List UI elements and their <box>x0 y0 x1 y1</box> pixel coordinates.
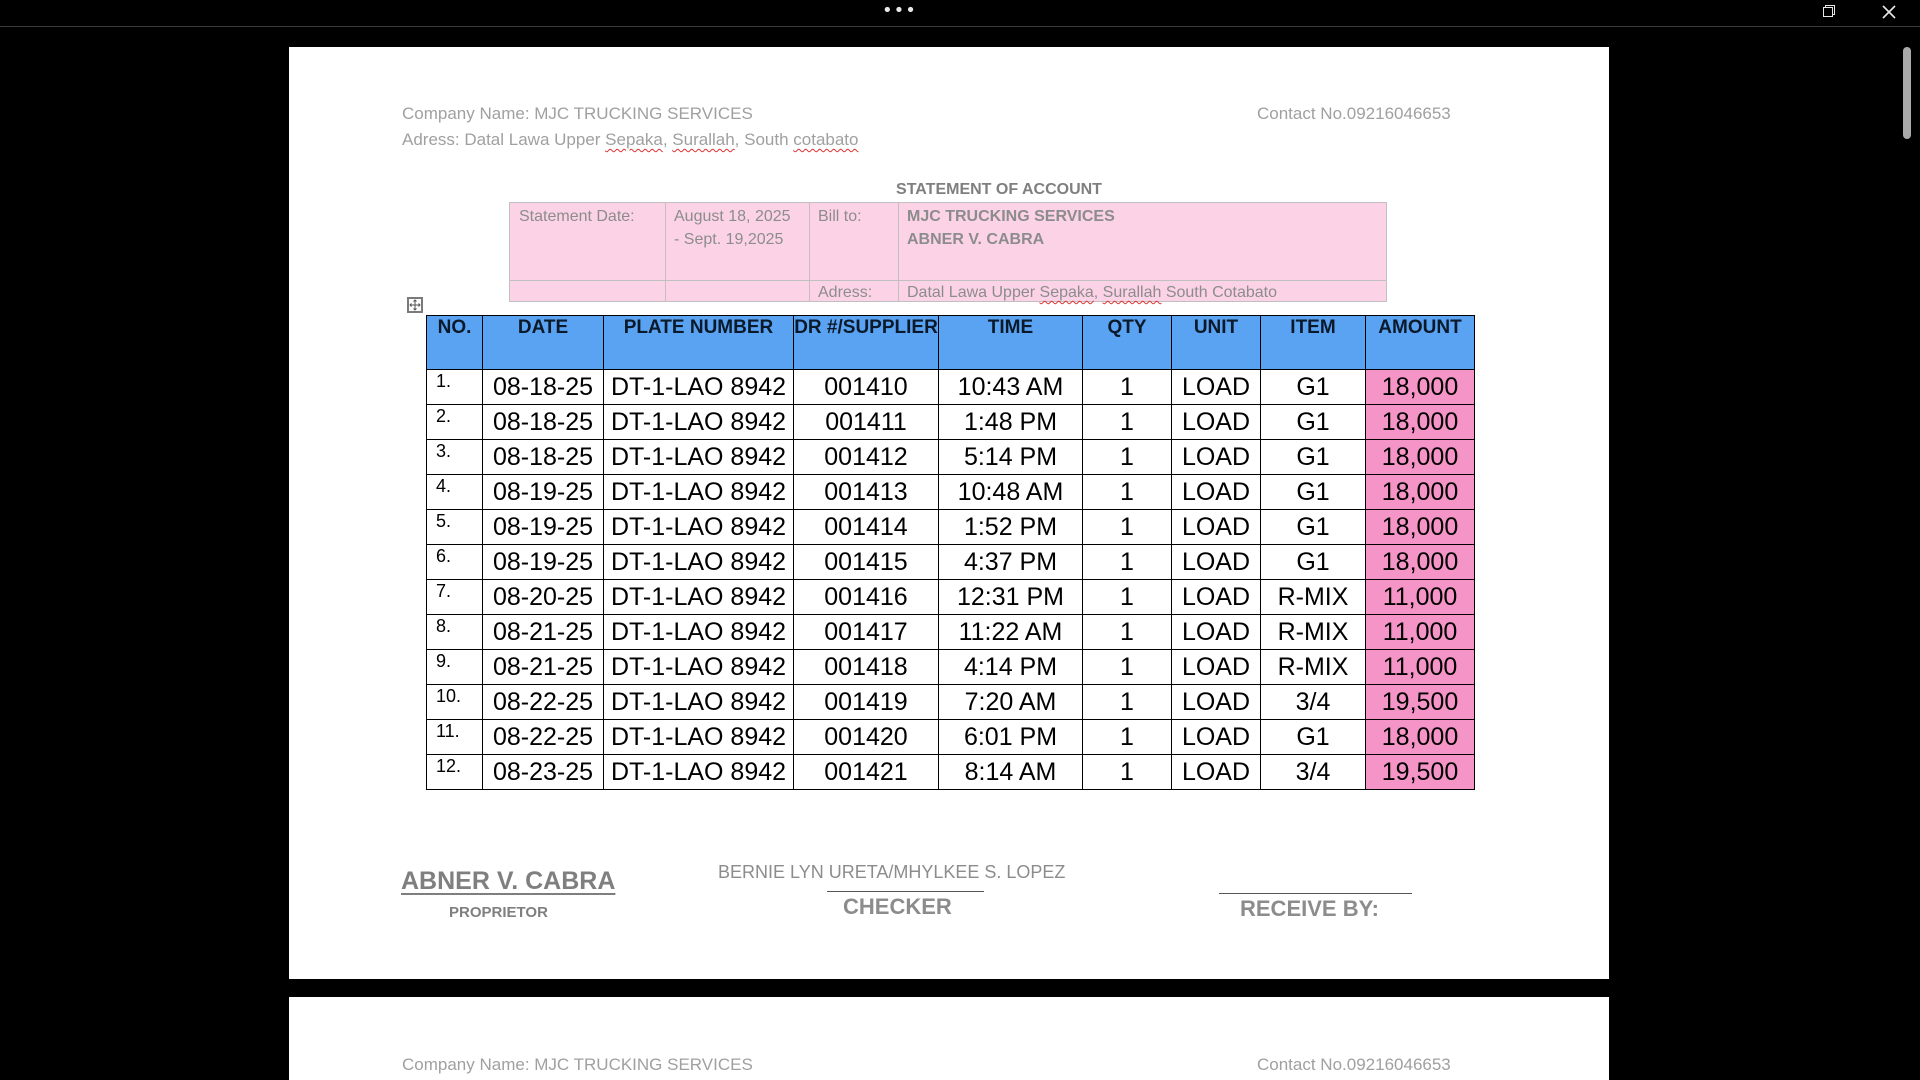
cell-time: 7:20 AM <box>939 685 1083 720</box>
col-header-plate-number: PLATE NUMBER <box>604 316 794 370</box>
cell-date: 08-22-25 <box>483 685 604 720</box>
cell-dr-number: 001420 <box>794 720 939 755</box>
cell-plate-number: DT-1-LAO 8942 <box>604 755 794 790</box>
cell-no: 6. <box>427 545 483 580</box>
cell-plate-number: DT-1-LAO 8942 <box>604 650 794 685</box>
cell-item: R-MIX <box>1261 615 1366 650</box>
cell-plate-number: DT-1-LAO 8942 <box>604 510 794 545</box>
cell-unit: LOAD <box>1172 580 1261 615</box>
cell-plate-number: DT-1-LAO 8942 <box>604 580 794 615</box>
table-row <box>427 720 1475 755</box>
cell-amount: 18,000 <box>1366 510 1475 545</box>
table-row <box>427 650 1475 685</box>
statement-table <box>426 315 1475 790</box>
bill-address-label: Adress: <box>818 284 873 301</box>
cell-no: 7. <box>427 580 483 615</box>
cell-qty: 1 <box>1083 650 1172 685</box>
cell-qty: 1 <box>1083 615 1172 650</box>
company-address: Adress: Datal Lawa Upper Sepaka, Surallah, South cotabato <box>402 130 859 149</box>
table-row <box>427 510 1475 545</box>
cell-date: 08-21-25 <box>483 650 604 685</box>
cell-no: 4. <box>427 475 483 510</box>
receiver-signature-line <box>1219 893 1412 894</box>
cell-amount: 18,000 <box>1366 475 1475 510</box>
statement-date-end: - Sept. 19,2025 <box>674 231 784 248</box>
cell-date: 08-18-25 <box>483 440 604 475</box>
cell-date: 08-21-25 <box>483 615 604 650</box>
cell-qty: 1 <box>1083 720 1172 755</box>
page2-company-name: Company Name: MJC TRUCKING SERVICES <box>402 1055 753 1074</box>
cell-time: 12:31 PM <box>939 580 1083 615</box>
cell-qty: 1 <box>1083 475 1172 510</box>
cell-unit: LOAD <box>1172 615 1261 650</box>
scrollbar-thumb[interactable] <box>1903 47 1911 139</box>
cell-unit: LOAD <box>1172 405 1261 440</box>
cell-amount: 19,500 <box>1366 685 1475 720</box>
cell-plate-number: DT-1-LAO 8942 <box>604 440 794 475</box>
cell-dr-number: 001412 <box>794 440 939 475</box>
document-page-1 <box>289 47 1609 979</box>
bill-info-box <box>509 202 1387 302</box>
cell-dr-number: 001416 <box>794 580 939 615</box>
cell-date: 08-18-25 <box>483 370 604 405</box>
cell-item: R-MIX <box>1261 580 1366 615</box>
cell-qty: 1 <box>1083 580 1172 615</box>
table-row <box>427 370 1475 405</box>
cell-time: 4:37 PM <box>939 545 1083 580</box>
cell-unit: LOAD <box>1172 755 1261 790</box>
cell-qty: 1 <box>1083 440 1172 475</box>
table-row <box>427 405 1475 440</box>
bill-address-value: Datal Lawa Upper Sepaka, Surallah South Cotabato <box>907 284 1278 301</box>
cell-unit: LOAD <box>1172 440 1261 475</box>
proprietor-role: PROPRIETOR <box>449 904 548 921</box>
cell-dr-number: 001418 <box>794 650 939 685</box>
cell-item: G1 <box>1261 475 1366 510</box>
cell-time: 10:48 AM <box>939 475 1083 510</box>
cell-time: 8:14 AM <box>939 755 1083 790</box>
col-header-amount: AMOUNT <box>1366 316 1475 370</box>
cell-qty: 1 <box>1083 510 1172 545</box>
cell-item: 3/4 <box>1261 755 1366 790</box>
cell-time: 10:43 AM <box>939 370 1083 405</box>
cell-no: 10. <box>427 685 483 720</box>
statement-date-label: Statement Date: <box>519 208 635 225</box>
page2-contact-number: Contact No.09216046653 <box>1257 1055 1451 1074</box>
statement-title: STATEMENT OF ACCOUNT <box>896 181 1102 198</box>
col-header-time: TIME <box>939 316 1083 370</box>
cell-unit: LOAD <box>1172 475 1261 510</box>
cell-item: G1 <box>1261 510 1366 545</box>
cell-unit: LOAD <box>1172 685 1261 720</box>
cell-date: 08-19-25 <box>483 475 604 510</box>
table-row <box>427 545 1475 580</box>
cell-date: 08-23-25 <box>483 755 604 790</box>
col-header-item: ITEM <box>1261 316 1366 370</box>
table-row <box>427 580 1475 615</box>
cell-unit: LOAD <box>1172 370 1261 405</box>
cell-dr-number: 001421 <box>794 755 939 790</box>
cell-item: G1 <box>1261 545 1366 580</box>
col-header-dr-supplier: DR #/SUPPLIER <box>794 316 939 370</box>
cell-time: 1:48 PM <box>939 405 1083 440</box>
cell-qty: 1 <box>1083 755 1172 790</box>
cell-no: 8. <box>427 615 483 650</box>
statement-date-start: August 18, 2025 <box>674 208 791 225</box>
cell-date: 08-19-25 <box>483 510 604 545</box>
cell-plate-number: DT-1-LAO 8942 <box>604 720 794 755</box>
close-window-icon[interactable] <box>1881 4 1897 20</box>
document-page-2 <box>289 997 1609 1080</box>
receive-by-label: RECEIVE BY: <box>1240 896 1379 921</box>
cell-qty: 1 <box>1083 685 1172 720</box>
cell-time: 4:14 PM <box>939 650 1083 685</box>
cell-amount: 18,000 <box>1366 720 1475 755</box>
table-row <box>427 685 1475 720</box>
col-header-qty: QTY <box>1083 316 1172 370</box>
table-row <box>427 615 1475 650</box>
table-header-row <box>427 316 1475 370</box>
col-header-no: NO. <box>427 316 483 370</box>
table-row <box>427 755 1475 790</box>
cell-dr-number: 001411 <box>794 405 939 440</box>
cell-time: 1:52 PM <box>939 510 1083 545</box>
cell-qty: 1 <box>1083 370 1172 405</box>
cell-plate-number: DT-1-LAO 8942 <box>604 405 794 440</box>
cell-time: 6:01 PM <box>939 720 1083 755</box>
checker-signature-line <box>827 891 984 892</box>
cell-amount: 18,000 <box>1366 370 1475 405</box>
bill-to-label: Bill to: <box>818 208 862 225</box>
cell-plate-number: DT-1-LAO 8942 <box>604 685 794 720</box>
cell-item: 3/4 <box>1261 685 1366 720</box>
cell-item: G1 <box>1261 440 1366 475</box>
cell-no: 2. <box>427 405 483 440</box>
cell-plate-number: DT-1-LAO 8942 <box>604 615 794 650</box>
company-name: Company Name: MJC TRUCKING SERVICES <box>402 104 753 123</box>
table-row <box>427 475 1475 510</box>
cell-no: 9. <box>427 650 483 685</box>
more-options-icon[interactable]: ••• <box>882 0 917 21</box>
cell-dr-number: 001414 <box>794 510 939 545</box>
cell-amount: 11,000 <box>1366 650 1475 685</box>
col-header-unit: UNIT <box>1172 316 1261 370</box>
cell-unit: LOAD <box>1172 545 1261 580</box>
cell-dr-number: 001413 <box>794 475 939 510</box>
cell-time: 11:22 AM <box>939 615 1083 650</box>
cell-no: 1. <box>427 370 483 405</box>
cell-qty: 1 <box>1083 405 1172 440</box>
cell-item: R-MIX <box>1261 650 1366 685</box>
cell-date: 08-18-25 <box>483 405 604 440</box>
cell-no: 5. <box>427 510 483 545</box>
cell-amount: 19,500 <box>1366 755 1475 790</box>
cell-date: 08-22-25 <box>483 720 604 755</box>
cell-no: 12. <box>427 755 483 790</box>
cell-amount: 18,000 <box>1366 405 1475 440</box>
cell-date: 08-20-25 <box>483 580 604 615</box>
proprietor-name: ABNER V. CABRA <box>401 867 616 895</box>
cell-unit: LOAD <box>1172 720 1261 755</box>
window-title-bar <box>0 0 1920 27</box>
bill-to-person: ABNER V. CABRA <box>907 231 1045 248</box>
cell-dr-number: 001410 <box>794 370 939 405</box>
cell-time: 5:14 PM <box>939 440 1083 475</box>
cell-no: 11. <box>427 720 483 755</box>
cell-unit: LOAD <box>1172 510 1261 545</box>
cell-item: G1 <box>1261 405 1366 440</box>
cell-item: G1 <box>1261 720 1366 755</box>
cell-plate-number: DT-1-LAO 8942 <box>604 545 794 580</box>
cell-amount: 18,000 <box>1366 545 1475 580</box>
cell-amount: 18,000 <box>1366 440 1475 475</box>
checker-role: CHECKER <box>843 894 952 919</box>
cell-unit: LOAD <box>1172 650 1261 685</box>
bill-to-company: MJC TRUCKING SERVICES <box>907 208 1115 225</box>
cell-dr-number: 001415 <box>794 545 939 580</box>
cell-item: G1 <box>1261 370 1366 405</box>
cell-dr-number: 001419 <box>794 685 939 720</box>
restore-window-icon[interactable] <box>1823 5 1835 17</box>
table-move-handle-icon[interactable] <box>407 297 423 313</box>
cell-date: 08-19-25 <box>483 545 604 580</box>
col-header-date: DATE <box>483 316 604 370</box>
cell-amount: 11,000 <box>1366 580 1475 615</box>
cell-no: 3. <box>427 440 483 475</box>
checker-names: BERNIE LYN URETA/MHYLKEE S. LOPEZ <box>718 862 1066 882</box>
cell-plate-number: DT-1-LAO 8942 <box>604 475 794 510</box>
cell-amount: 11,000 <box>1366 615 1475 650</box>
contact-number: Contact No.09216046653 <box>1257 104 1451 123</box>
vertical-scrollbar[interactable] <box>1900 30 1912 1080</box>
cell-dr-number: 001417 <box>794 615 939 650</box>
table-row <box>427 440 1475 475</box>
cell-qty: 1 <box>1083 545 1172 580</box>
cell-plate-number: DT-1-LAO 8942 <box>604 370 794 405</box>
